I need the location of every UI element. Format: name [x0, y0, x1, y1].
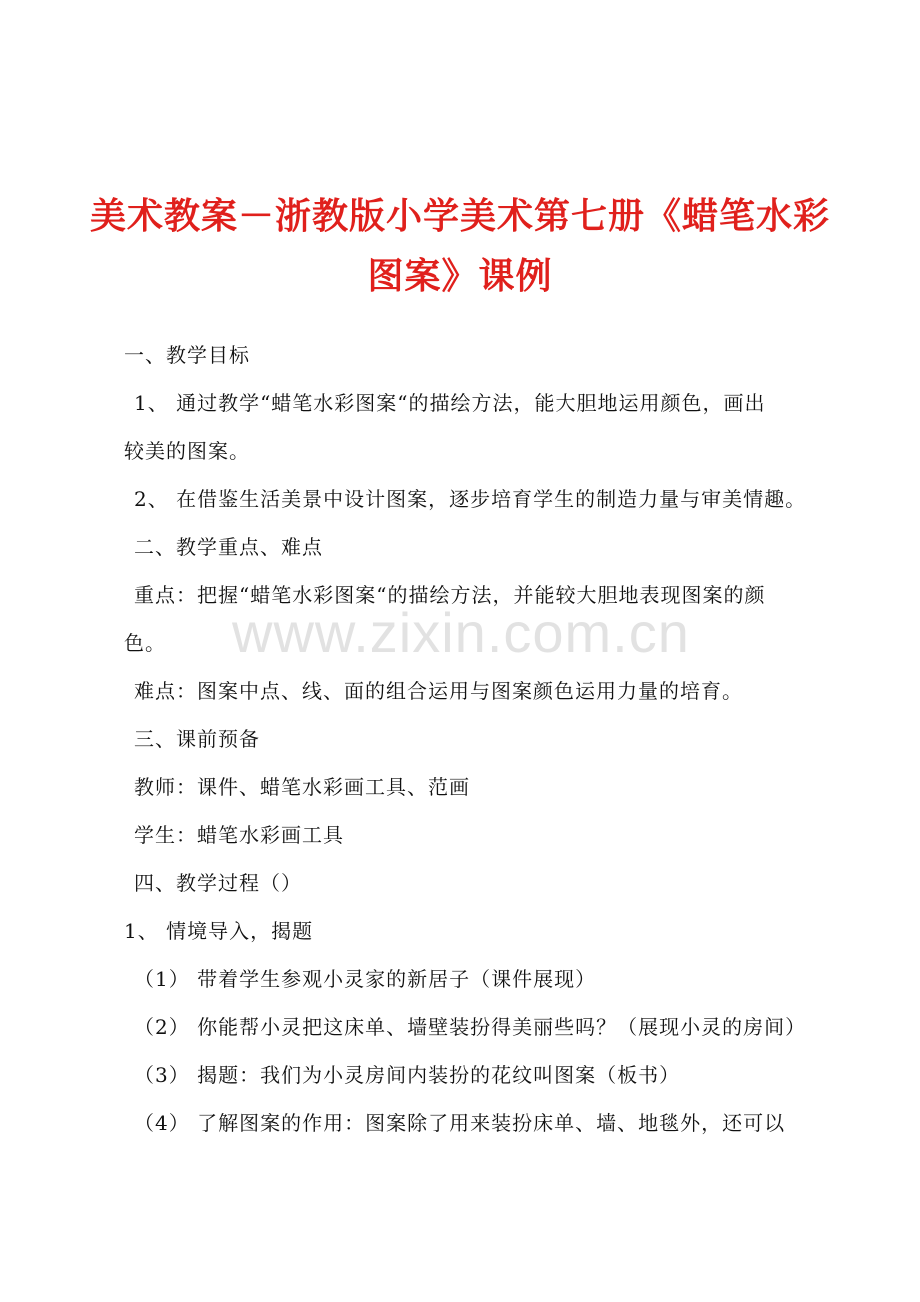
- paragraph-line: 1、 情境导入，揭题: [124, 919, 314, 943]
- section-heading-key-points: 二、教学重点、难点: [134, 535, 323, 559]
- paragraph-line: 2、 在借鉴生活美景中设计图案，逐步培育学生的制造力量与审美情趣。: [134, 487, 807, 511]
- paragraph-line: 色。: [124, 631, 166, 655]
- document-title-line-1: 美术教案－浙教版小学美术第七册《蜡笔水彩: [89, 195, 830, 237]
- paragraph-line: 难点：图案中点、线、面的组合运用与图案颜色运用力量的培育。: [134, 679, 743, 703]
- paragraph-line: 学生：蜡笔水彩画工具: [134, 823, 344, 847]
- paragraph-line: （1） 带着学生参观小灵家的新居子（课件展现）: [134, 967, 597, 991]
- paragraph-line: （3） 揭题：我们为小灵房间内装扮的花纹叫图案（板书）: [134, 1063, 681, 1087]
- watermark: www.zixin.com.cn: [232, 601, 690, 664]
- paragraph-line: 教师：课件、蜡笔水彩画工具、范画: [134, 775, 470, 799]
- paragraph-line: （4） 了解图案的作用：图案除了用来装扮床单、墙、地毯外，还可以: [134, 1111, 786, 1135]
- paragraph-line: （2） 你能帮小灵把这床单、墙壁装扮得美丽些吗？（展现小灵的房间）: [134, 1015, 807, 1039]
- section-heading-preparation: 三、课前预备: [134, 727, 260, 751]
- section-heading-objectives: 一、教学目标: [124, 343, 250, 367]
- document-title-line-2: 图案》课例: [367, 255, 553, 297]
- section-heading-process: 四、教学过程（）: [134, 871, 302, 895]
- paragraph-line: 1、 通过教学“蜡笔水彩图案“的描绘方法，能大胆地运用颜色，画出: [134, 391, 766, 415]
- paragraph-line: 较美的图案。: [124, 439, 250, 463]
- paragraph-line: 重点：把握“蜡笔水彩图案“的描绘方法，并能较大胆地表现图案的颜: [134, 583, 766, 607]
